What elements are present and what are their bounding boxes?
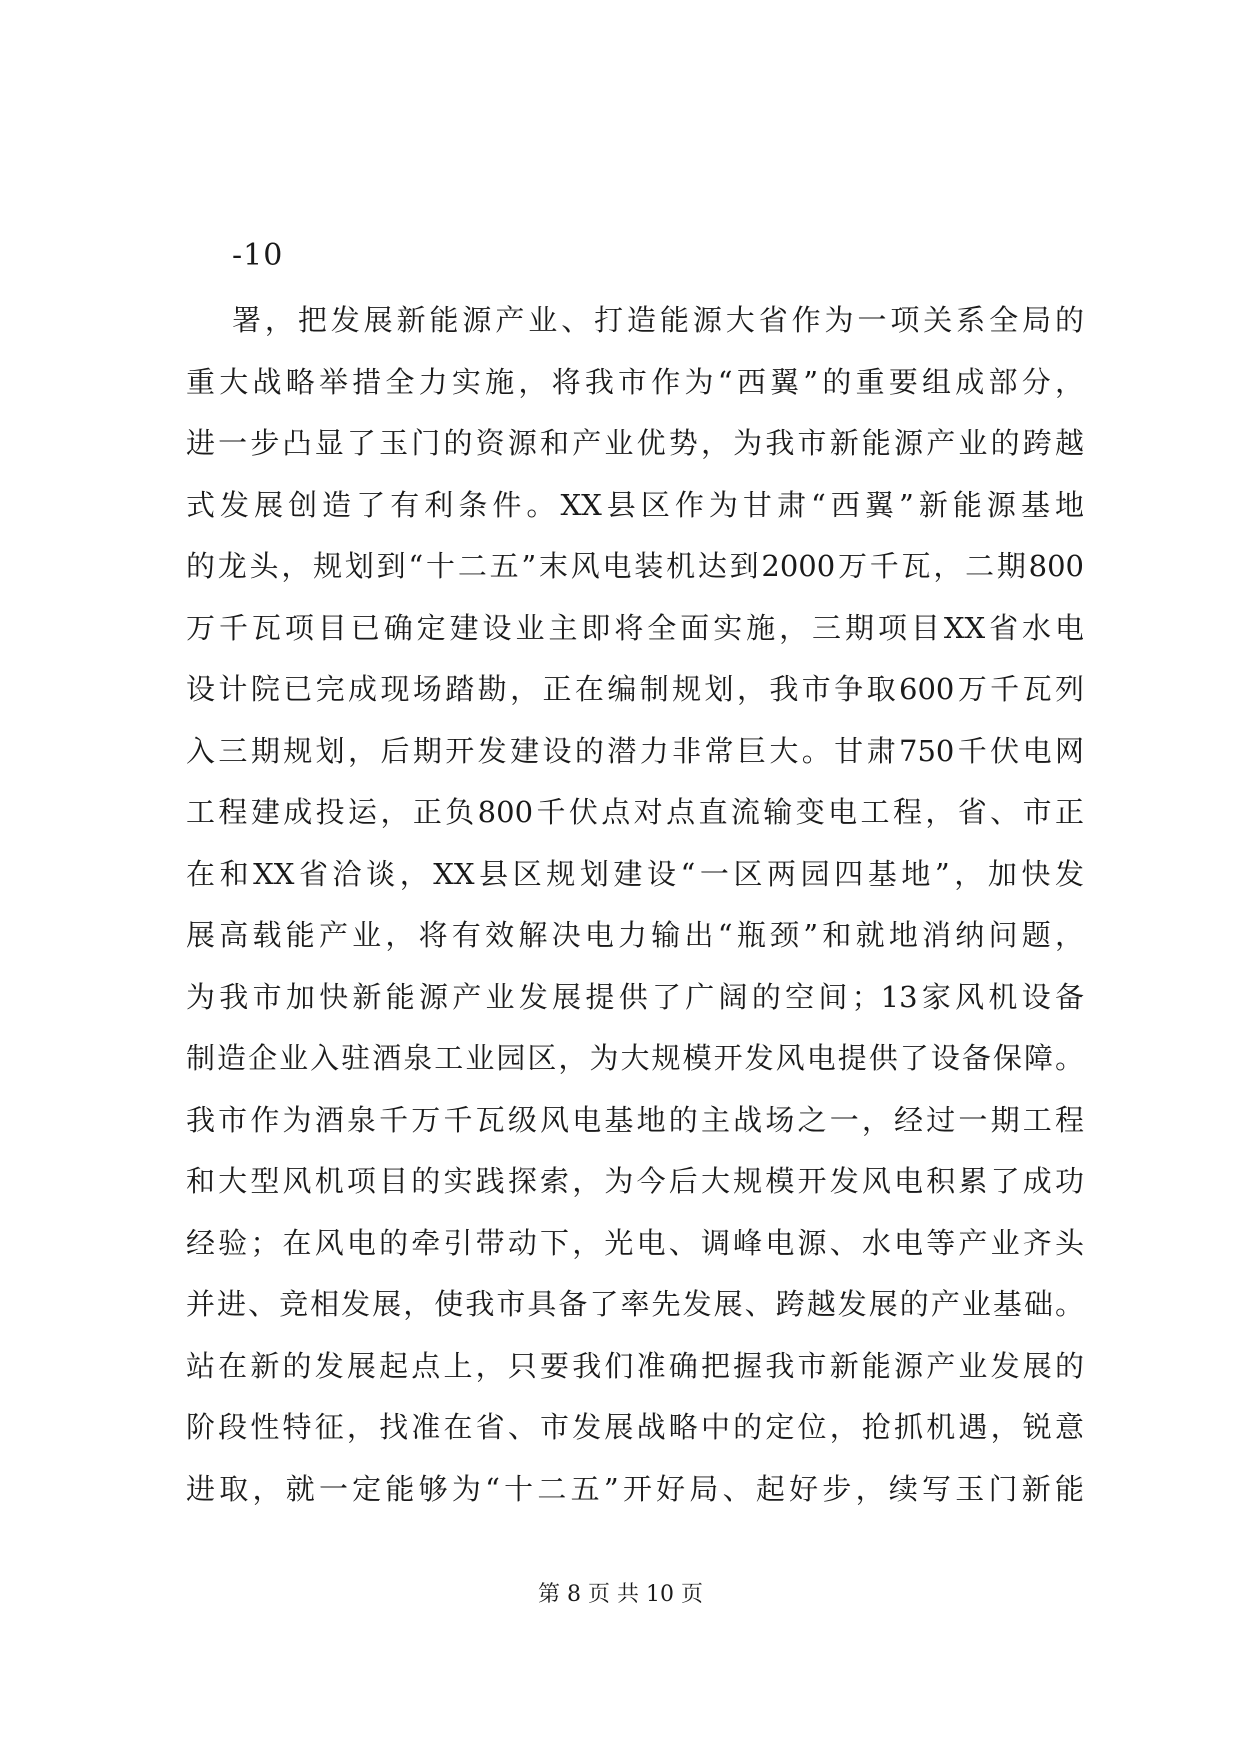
text-line: 的龙头，规划到“十二五”末风电装机达到2000万千瓦，二期800: [186, 549, 1084, 583]
text-line: 展高载能产业，将有效解决电力输出“瓶颈”和就地消纳问题，: [186, 918, 1084, 952]
text-line: 并进、竞相发展，使我市具备了率先发展、跨越发展的产业基础。: [186, 1287, 1084, 1321]
text-line: 重大战略举措全力实施，将我市作为“西翼”的重要组成部分，: [186, 364, 1084, 399]
text-line: 万千瓦项目已确定建设业主即将全面实施，三期项目XX省水电: [186, 610, 1084, 645]
page-footer: 第 8 页 共 10 页: [538, 1582, 703, 1607]
text-line: 经验；在风电的牵引带动下，光电、调峰电源、水电等产业齐头: [186, 1225, 1084, 1260]
page-number-fragment: -10: [232, 238, 284, 273]
text-line: 式发展创造了有利条件。XX县区作为甘肃“西翼”新能源基地: [186, 487, 1084, 522]
body-paragraph: [186, 290, 1084, 1520]
text-line: 阶段性特征，找准在省、市发展战略中的定位，抢抓机遇，锐意: [186, 1410, 1084, 1444]
text-line: 为我市加快新能源产业发展提供了广阔的空间；13家风机设备: [186, 979, 1084, 1014]
text-line: 署，把发展新能源产业、打造能源大省作为一项关系全局的: [232, 303, 1084, 337]
text-line: 和大型风机项目的实践探索，为今后大规模开发风电积累了成功: [186, 1164, 1084, 1198]
text-line: 进一步凸显了玉门的资源和产业优势，为我市新能源产业的跨越: [186, 426, 1084, 460]
text-line: 设计院已完成现场踏勘，正在编制规划，我市争取600万千瓦列: [186, 672, 1084, 706]
text-line: 进取，就一定能够为“十二五”开好局、起好步，续写玉门新能: [186, 1471, 1084, 1506]
text-line: 入三期规划，后期开发建设的潜力非常巨大。甘肃750千伏电网: [186, 733, 1084, 768]
text-line: 站在新的发展起点上，只要我们准确把握我市新能源产业发展的: [186, 1348, 1084, 1383]
text-line: 在和XX省洽谈，XX县区规划建设“一区两园四基地”，加快发: [186, 856, 1084, 891]
text-line: 我市作为酒泉千万千瓦级风电基地的主战场之一，经过一期工程: [186, 1102, 1084, 1137]
text-line: 制造企业入驻酒泉工业园区，为大规模开发风电提供了设备保障。: [186, 1041, 1084, 1075]
text-line: 工程建成投运，正负800千伏点对点直流输变电工程，省、市正: [186, 795, 1084, 829]
